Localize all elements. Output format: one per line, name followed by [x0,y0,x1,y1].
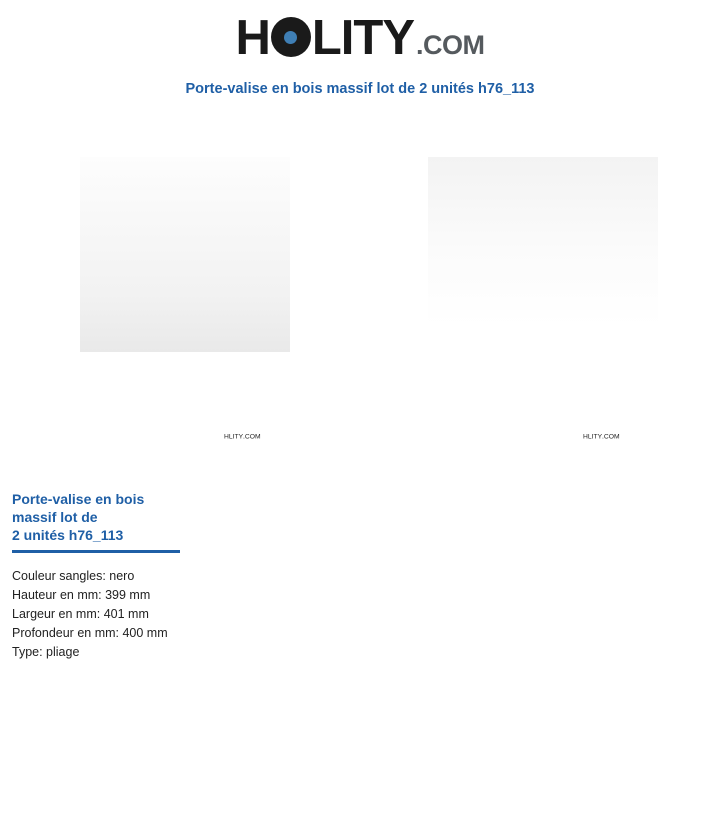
watermark-letters-lity: LITY [228,433,244,441]
watermark-dotcom: .COM [602,433,620,441]
product-photo[interactable] [80,157,290,352]
watermark-logo-right [583,433,620,441]
page-title: Porte-valise en bois massif lot de 2 unités h76_113 [185,81,535,97]
logo-letter-h: H [235,11,270,65]
holity-logo[interactable] [235,11,485,65]
product-title-line-2: massif lot de [12,509,98,525]
product-title-line-1: Porte-valise en bois [12,491,145,507]
circle-dot-icon [271,17,311,57]
site-header [0,0,720,63]
spec-item: Type: pliage [12,645,80,659]
product-info [12,490,412,662]
product-specs [12,567,412,662]
spec-item: Couleur sangles: nero [12,569,135,583]
logo-letters-lity: LITY [311,11,415,65]
product-title [12,490,180,553]
technical-drawing[interactable] [428,157,658,327]
watermark-logo-left [224,433,261,441]
spec-item: Largeur en mm: 401 mm [12,607,149,621]
watermark-letters-lity: LITY [587,433,603,441]
product-images [0,157,720,457]
watermark-dotcom: .COM [243,433,261,441]
watermark-letter-h: H [224,433,229,441]
logo-dotcom: .COM [416,30,485,60]
spec-item: Hauteur en mm: 399 mm [12,588,151,602]
spec-item: Profondeur en mm: 400 mm [12,626,168,640]
watermark-letter-h: H [583,433,588,441]
product-title-line-3: 2 unités h76_113 [12,527,124,543]
